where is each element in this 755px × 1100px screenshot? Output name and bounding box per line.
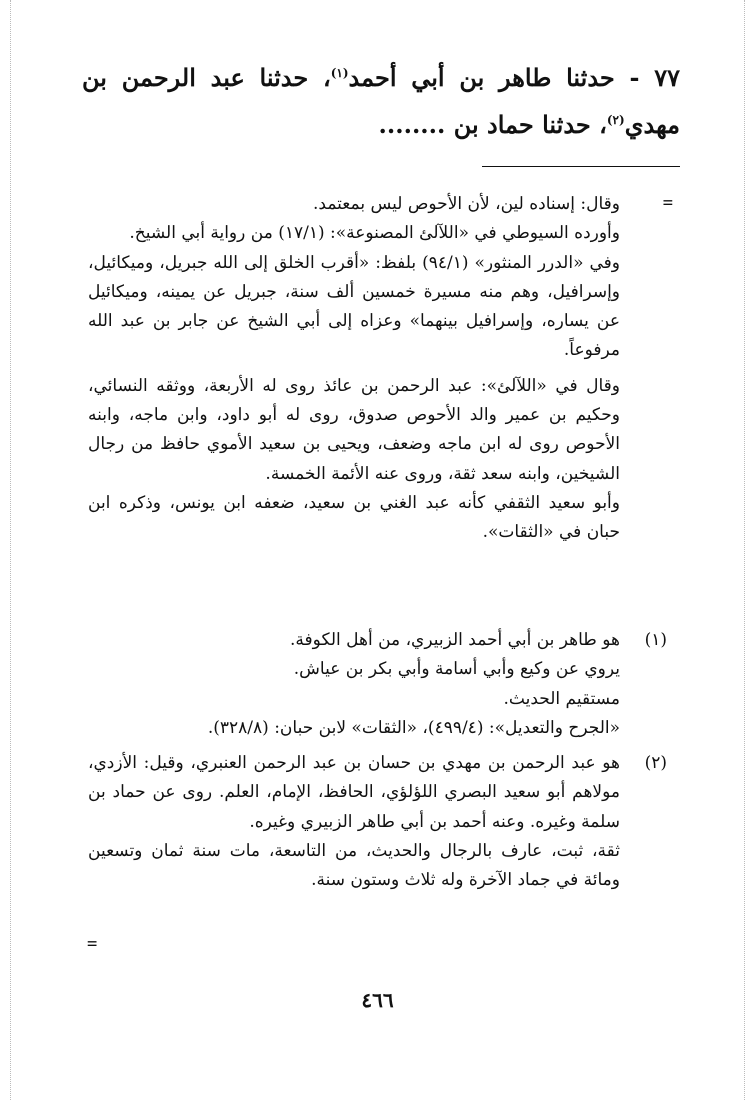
previous-notes-continuation [88,190,620,548]
footnote-line: «الجرح والتعديل»: (٤٩٩/٤)، «الثقات» لابن حبان: (٣٢٨/٨). [207,717,620,738]
footnote-2 [88,749,667,895]
footnote-ref-1: (١) [330,66,349,80]
note-paragraph: وأورده السيوطي في «اللآلئ المصنوعة»: (١٧/١) من رواية أبي الشيخ. [129,223,620,244]
footnote-line: هو طاهر بن أبي أحمد الزبيري، من أهل الكوفة. [290,630,620,650]
footnote-line: مستقيم الحديث. [503,688,620,709]
hadith-text-part1: - حدثنا طاهر بن أبي أحمد [348,63,640,92]
footnote-1-number: (١) [644,630,667,650]
hadith-number: ٧٧ [654,63,680,92]
footnote-2-body [88,749,620,895]
hadith-text [82,52,680,146]
footnote-1 [88,626,667,743]
continuation-marker: = [662,193,673,213]
footnote-ref-2: (٢) [606,113,625,127]
page-number: ٤٦٦ [361,988,394,1012]
footnotes-section [88,626,667,896]
footnote-line: ثقة، ثبت، عارف بالرجال والحديث، من التاسعة، مات سنة ثمان وتسعين ومائة في جماد الآخرة وله ثلاث وستون سنة. [88,841,620,891]
note-paragraph: وأبو سعيد الثقفي كأنه عبد الغني بن سعيد، ضعفه ابن يونس، وذكره ابن حبان في «الثقات». [88,492,620,543]
footnote-separator-rule [482,166,680,167]
note-paragraph: وفي «الدرر المنثور» (٩٤/١) بلفظ: «أقرب الخلق إلى الله جبريل، وميكائيل، وإسرافيل، وهم منه مسيرة خمسين ألف سنة، جبريل عن يمينه، وميكائيل عن يساره، وإسرافيل بينهما» وعزاه إلى أبي الشيخ عن جابر بن عبد الله مرفوعاً. [88,252,620,361]
footnote-line: يروي عن وكيع وأبي أسامة وأبي بكر بن عياش. [293,659,620,680]
note-paragraph: وقال: إسناده لين، لأن الأحوص ليس بمعتمد. [313,194,620,214]
note-paragraph: وقال في «اللآلئ»: عبد الرحمن بن عائذ روى له الأربعة، ووثقه النسائي، وحكيم بن عمير والد الأحوص صدوق، روى له أبو داود، وابن ماجه، وابنه الأحوص روى له ابن ماجه وضعف، ويحيى بن سعيد الأموي حافظ من رجال الشيخين، وابنه سعد ثقة، وروى عنه الأئمة الخمسة. [88,375,620,484]
continuation-marker-end: = [87,934,98,954]
hadith-text-part3: ، حدثنا حماد بن [453,110,607,139]
footnote-1-body [88,626,620,743]
footnote-line: هو عبد الرحمن بن مهدي بن حسان بن عبد الرحمن العنبري، وقيل: الأزدي، مولاهم أبو سعيد البصري اللؤلؤي، الحافظ، الإمام، العلم. روى عن حماد بن سلمة وغيره. وعنه أحمد بن أبي طاهر الزبيري وغيره. [88,753,620,832]
scan-margin-line-right [744,0,745,1100]
scan-margin-line-left [10,0,11,1100]
footnote-2-number: (٢) [644,753,667,774]
hadith-trailing-dots: ........ [378,110,446,139]
hadith-text-part2: ، حدثنا عبد الرحمن بن مهدي [82,63,680,139]
